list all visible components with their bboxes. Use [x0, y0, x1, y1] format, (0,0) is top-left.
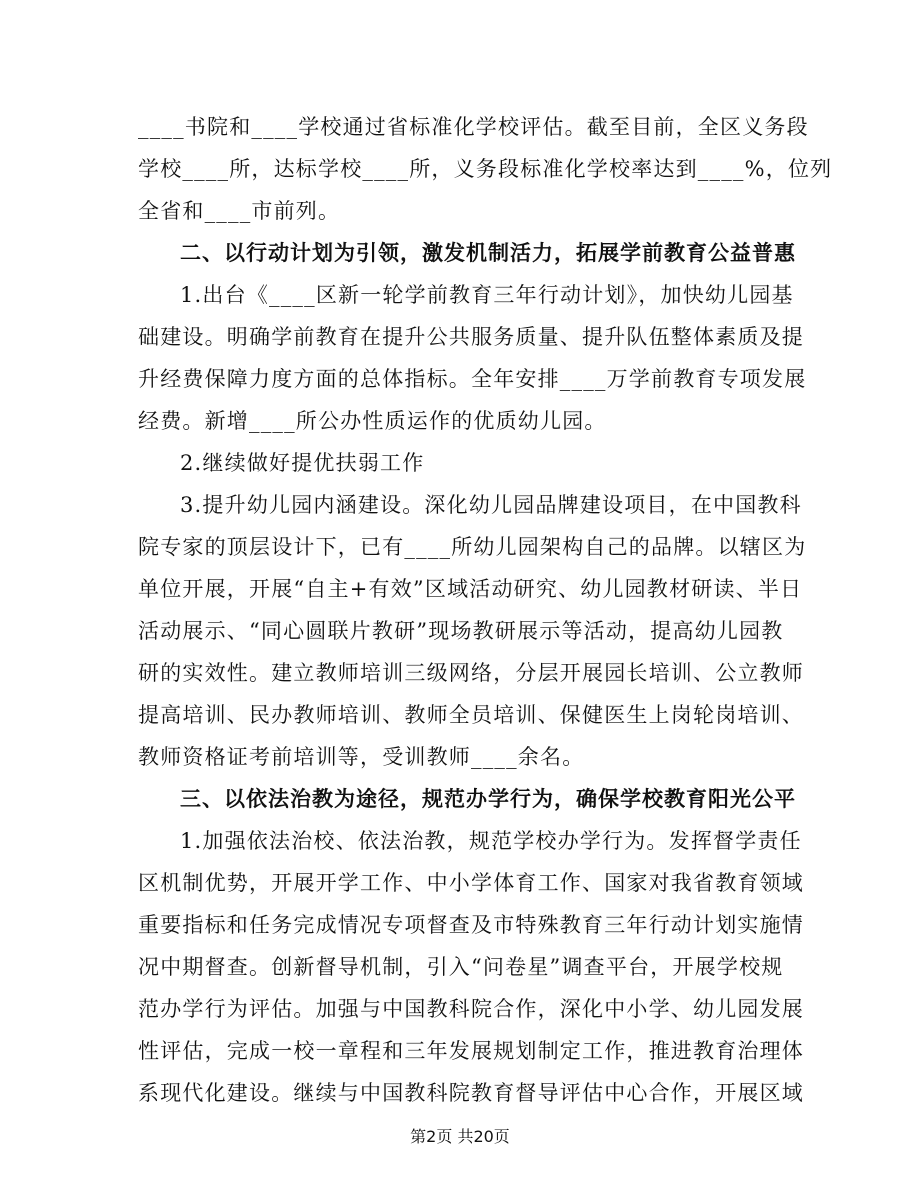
body-text-line: 重要指标和任务完成情况专项督查及市特殊教育三年行动计划实施情	[138, 913, 804, 937]
body-text-line: 1.出台《____区新一轮学前教育三年行动计划》，加快幼儿园基	[180, 283, 794, 307]
body-text-line: 区机制优势，开展开学工作、中小学体育工作、国家对我省教育领域	[138, 871, 804, 895]
body-text-line: 经费。新增____所公办性质运作的优质幼儿园。	[138, 409, 607, 433]
body-text-line: 院专家的顶层设计下，已有____所幼儿园架构自己的品牌。以辖区为	[138, 535, 807, 559]
page-number-footer: 第2页 共20页	[410, 1127, 510, 1146]
body-text-line: ____书院和____学校通过省标准化学校评估。截至目前，全区义务段	[138, 115, 809, 139]
body-text-line: 单位开展，开展“自主+有效”区域活动研究、幼儿园教材研读、半日	[138, 577, 803, 601]
body-text-line: 系现代化建设。继续与中国教科院教育督导评估中心合作，开展区域	[138, 1081, 804, 1105]
body-text-line: 活动展示、“同心圆联片教研”现场教研展示等活动，提高幼儿园教	[138, 619, 784, 643]
body-text-line: 性评估，完成一校一章程和三年发展规划制定工作，推进教育治理体	[138, 1039, 804, 1063]
body-text-line: 范办学行为评估。加强与中国教科院合作，深化中小学、幼儿园发展	[138, 997, 804, 1021]
section-heading: 二、以行动计划为引领，激发机制活力，拓展学前教育公益普惠	[180, 240, 796, 265]
body-text-line: 础建设。明确学前教育在提升公共服务质量、提升队伍整体素质及提	[138, 325, 804, 349]
body-text-line: 学校____所，达标学校____所，义务段标准化学校率达到____%，位列	[138, 157, 833, 181]
body-text-line: 3.提升幼儿园内涵建设。深化幼儿园品牌建设项目，在中国教科	[180, 493, 802, 517]
body-text-line: 1.加强依法治校、依法治教，规范学校办学行为。发挥督学责任	[180, 829, 802, 853]
body-text-line: 教师资格证考前培训等，受训教师____余名。	[138, 745, 585, 769]
section-heading: 三、以依法治教为途径，规范办学行为，确保学校教育阳光公平	[180, 786, 796, 811]
body-text-line: 研的实效性。建立教师培训三级网络，分层开展园长培训、公立教师	[138, 661, 804, 685]
body-text-line: 况中期督查。创新督导机制，引入“问卷星”调查平台，开展学校规	[138, 955, 784, 979]
body-text-line: 提高培训、民办教师培训、教师全员培训、保健医生上岗轮岗培训、	[138, 703, 804, 727]
body-text-line: 全省和____市前列。	[138, 199, 341, 223]
body-text-line: 2.继续做好提优扶弱工作	[180, 451, 425, 475]
body-text-line: 升经费保障力度方面的总体指标。全年安排____万学前教育专项发展	[138, 367, 807, 391]
